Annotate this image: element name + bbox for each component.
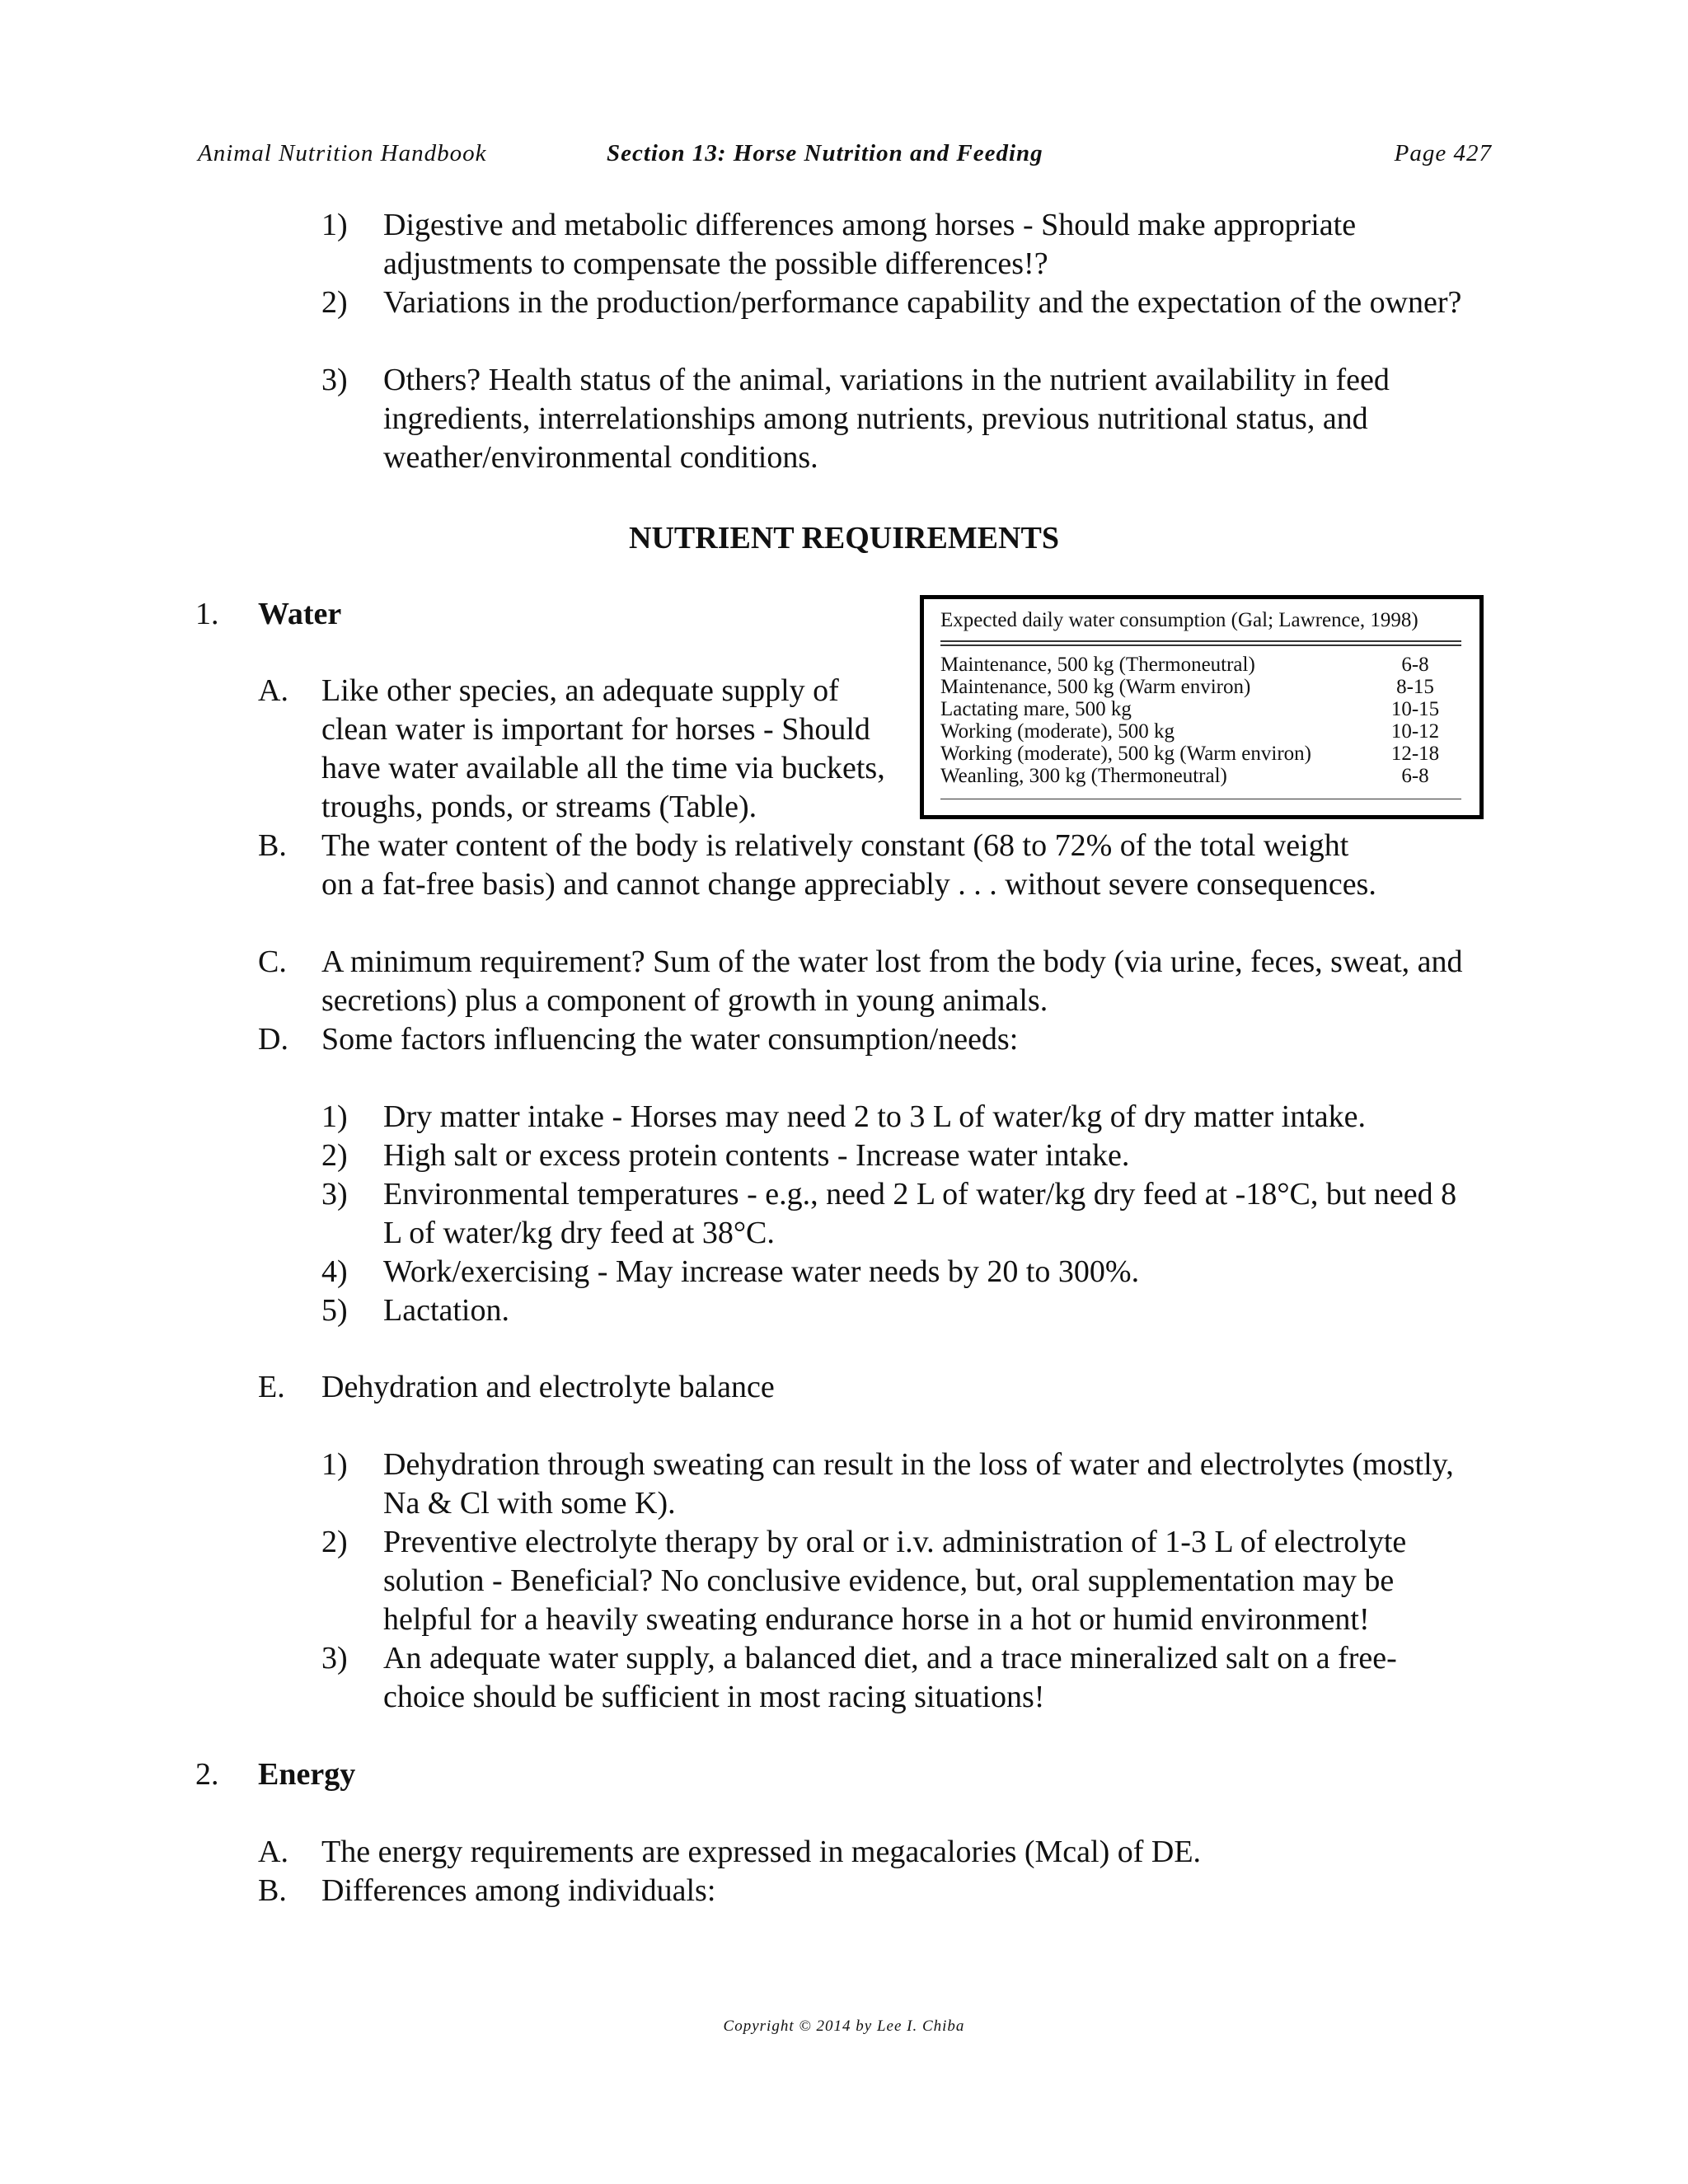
table-caption: Expected daily water consumption (Gal; Lawrence, 1998) [940, 609, 1418, 631]
row-label: Lactating mare, 500 kg [940, 698, 1132, 720]
handbook-title: Animal Nutrition Handbook [198, 140, 487, 166]
item-text: Differences among individuals: [321, 1873, 716, 1908]
row-label: Maintenance, 500 kg (Warm environ) [940, 676, 1251, 698]
heading-number: 2. [195, 1757, 219, 1792]
row-label: Working (moderate), 500 kg (Warm environ) [940, 743, 1311, 765]
list-number: 3) [321, 1177, 348, 1212]
page-number: Page 427 [1394, 140, 1492, 166]
table-row [940, 698, 1448, 720]
list-text: Dry matter intake - Horses may need 2 to 3 L of water/kg of dry matter intake. [383, 1099, 1367, 1134]
list-text: Preventive electrolyte therapy by oral or i.v. administration of 1-3 L of electrolyte solution - Beneficial? No conclusive evidence, but, oral supplementation may be helpful for a heavily sweating endurance horse in a hot or humid environment! [383, 1525, 1407, 1637]
row-value: 6-8 [1401, 654, 1429, 676]
list-number: 1) [321, 1447, 348, 1482]
list-number: 4) [321, 1254, 348, 1289]
heading-text: Energy [258, 1757, 356, 1792]
table-row [940, 676, 1448, 698]
list-number: 1) [321, 1099, 348, 1134]
list-number: 2) [321, 285, 348, 320]
list-number: 2) [321, 1138, 348, 1173]
item-letter: A. [258, 673, 288, 708]
row-value: 6-8 [1401, 765, 1429, 787]
list-text: Lactation. [383, 1293, 509, 1328]
table-row [940, 720, 1448, 743]
water-consumption-table [920, 595, 1484, 819]
copyright-footer: Copyright © 2014 by Lee I. Chiba [723, 2018, 965, 2035]
list-text: An adequate water supply, a balanced diet, and a trace mineralized salt on a free-choice should be sufficient in most racing situations! [383, 1641, 1397, 1714]
table-row [940, 743, 1448, 765]
table-row [940, 765, 1448, 787]
item-text: Dehydration and electrolyte balance [321, 1370, 775, 1404]
item-text: A minimum requirement? Sum of the water lost from the body (via urine, feces, sweat, and secretions) plus a component of growth in young animals. [321, 944, 1463, 1018]
list-number: 5) [321, 1293, 348, 1328]
item-letter: E. [258, 1370, 285, 1404]
row-label: Weanling, 300 kg (Thermoneutral) [940, 765, 1227, 787]
item-text: Like other species, an adequate supply of clean water is important for horses - Should have water available all the time via buckets, troughs, ponds, or streams (Table). [321, 673, 885, 824]
section-title-header: Section 13: Horse Nutrition and Feeding [607, 140, 1043, 166]
item-text: The water content of the body is relatively constant (68 to 72% of the total weight on a fat-free basis) and cannot change appreciably . . . without severe consequences. [321, 828, 1376, 902]
item-letter: C. [258, 944, 287, 979]
row-value: 8-15 [1396, 676, 1434, 698]
list-number: 3) [321, 363, 348, 397]
list-text: Others? Health status of the animal, variations in the nutrient availability in feed ingredients, interrelationships among nutrients, previous nutritional status, and weather/environmental conditions. [383, 363, 1390, 475]
row-label: Working (moderate), 500 kg [940, 720, 1175, 743]
list-number: 2) [321, 1525, 348, 1559]
item-text: The energy requirements are expressed in megacalories (Mcal) of DE. [321, 1835, 1202, 1869]
item-letter: A. [258, 1835, 288, 1869]
table-rows [940, 654, 1448, 787]
heading-text: Water [258, 597, 342, 631]
section-heading: NUTRIENT REQUIREMENTS [629, 521, 1059, 555]
list-text: Digestive and metabolic differences among horses - Should make appropriate adjustments to compensate the possible differences!? [383, 208, 1357, 281]
list-text: Work/exercising - May increase water needs by 20 to 300%. [383, 1254, 1140, 1289]
list-text: Dehydration through sweating can result in the loss of water and electrolytes (mostly, Na & Cl with some K). [383, 1447, 1454, 1521]
item-letter: B. [258, 828, 287, 863]
list-number: 3) [321, 1641, 348, 1675]
table-row [940, 654, 1448, 676]
row-value: 10-12 [1390, 720, 1440, 743]
table-double-rule [940, 640, 1461, 646]
row-value: 10-15 [1390, 698, 1440, 720]
row-label: Maintenance, 500 kg (Thermoneutral) [940, 654, 1255, 676]
item-letter: B. [258, 1873, 287, 1908]
list-text: Environmental temperatures - e.g., need 2 L of water/kg dry feed at -18°C, but need 8 L of water/kg dry feed at 38°C. [383, 1177, 1457, 1250]
list-text: High salt or excess protein contents - Increase water intake. [383, 1138, 1130, 1173]
page-header [198, 140, 1492, 173]
row-value: 12-18 [1390, 743, 1440, 765]
list-number: 1) [321, 208, 348, 242]
item-letter: D. [258, 1022, 288, 1057]
item-text: Some factors influencing the water consumption/needs: [321, 1022, 1019, 1057]
list-text: Variations in the production/performance capability and the expectation of the owner? [383, 285, 1462, 320]
heading-number: 1. [195, 597, 219, 631]
